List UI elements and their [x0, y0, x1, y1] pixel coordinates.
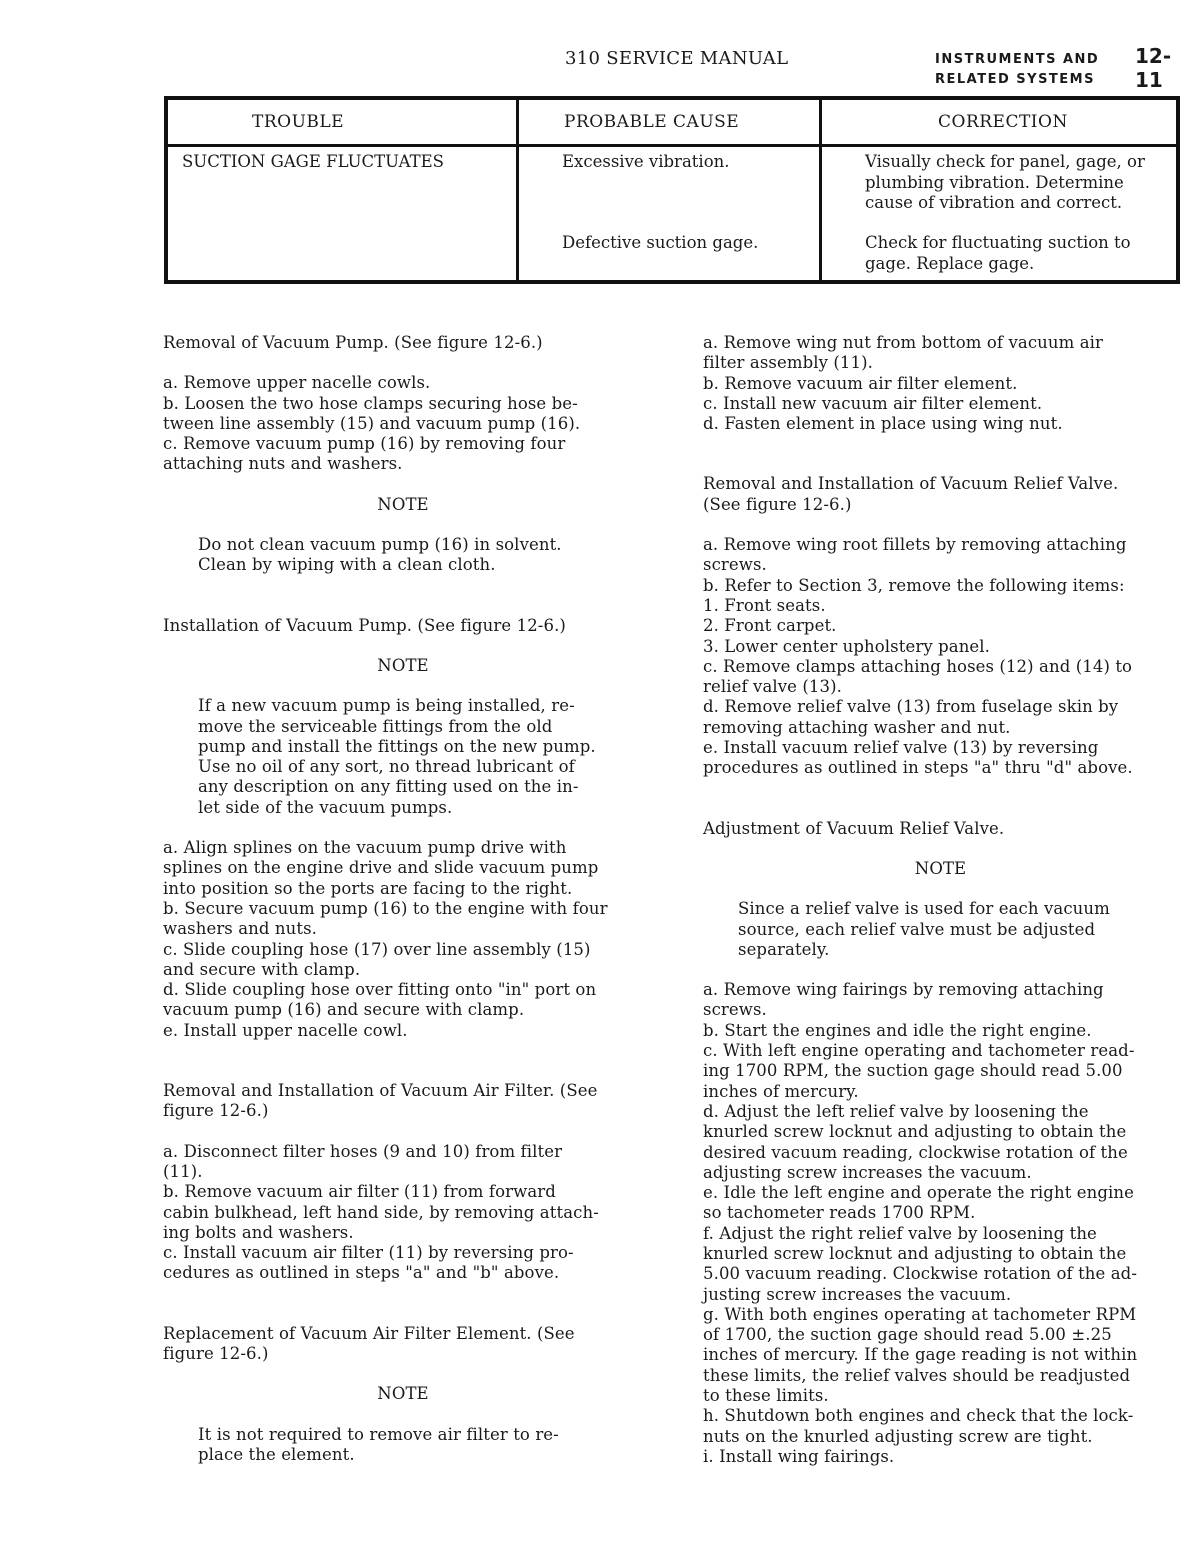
manual-title: 310 SERVICE MANUAL [565, 48, 789, 69]
note-label: NOTE [377, 494, 429, 514]
note-text: If a new vacuum pump is being installed, re- [198, 696, 575, 716]
correction-line: plumbing vibration. Determine [865, 172, 1124, 192]
step-line: c. Install new vacuum air filter element. [703, 393, 1043, 413]
step-line: e. Install vacuum relief valve (13) by reversing [703, 738, 1099, 758]
step-line: filter assembly (11). [703, 353, 873, 373]
note-text: source, each relief valve must be adjusted [738, 919, 1096, 939]
section-heading: Removal and Installation of Vacuum Relief Valve. [703, 474, 1119, 494]
step-line: 5.00 vacuum reading. Clockwise rotation of the ad- [703, 1264, 1138, 1284]
step-line: a. Remove upper nacelle cowls. [163, 373, 431, 393]
step-line: desired vacuum reading, clockwise rotation of the [703, 1142, 1128, 1162]
section-heading: (See figure 12-6.) [703, 494, 852, 514]
step-line: and secure with clamp. [163, 959, 361, 979]
step-line: ing bolts and washers. [163, 1222, 354, 1242]
step-line: adjusting screw increases the vacuum. [703, 1162, 1032, 1182]
step-line: e. Idle the left engine and operate the right engine [703, 1183, 1134, 1203]
step-line: knurled screw locknut and adjusting to obtain the [703, 1122, 1127, 1142]
step-line: relief valve (13). [703, 677, 843, 697]
step-line: vacuum pump (16) and secure with clamp. [163, 1000, 525, 1020]
step-line: screws. [703, 555, 767, 575]
step-line: (11). [163, 1161, 203, 1181]
section-heading: Installation of Vacuum Pump. (See figure 12-6.) [163, 615, 566, 635]
step-line: h. Shutdown both engines and check that the lock- [703, 1406, 1134, 1426]
step-line: b. Remove vacuum air filter (11) from forward [163, 1182, 556, 1202]
note-label: NOTE [377, 1384, 429, 1404]
note-text: It is not required to remove air filter to re- [198, 1424, 559, 1444]
note-text: move the serviceable fittings from the old [198, 716, 553, 736]
step-line: inches of mercury. If the gage reading is not within [703, 1345, 1138, 1365]
note-text: Since a relief valve is used for each vacuum [738, 899, 1110, 919]
step-line: procedures as outlined in steps "a" thru "d" above. [703, 758, 1133, 778]
section-heading: Adjustment of Vacuum Relief Valve. [703, 818, 1005, 838]
note-text: pump and install the fittings on the new pump. [198, 736, 596, 756]
step-line: removing attaching washer and nut. [703, 717, 1011, 737]
header-trouble: TROUBLE [252, 112, 345, 132]
step-line: b. Loosen the two hose clamps securing hose be- [163, 393, 578, 413]
step-line: d. Adjust the left relief valve by loosening the [703, 1101, 1089, 1121]
step-line: to these limits. [703, 1386, 829, 1406]
step-line: d. Remove relief valve (13) from fuselage skin by [703, 697, 1119, 717]
step-line: a. Align splines on the vacuum pump drive with [163, 838, 567, 858]
step-line: c. Install vacuum air filter (11) by reversing pro- [163, 1243, 574, 1263]
step-line: g. With both engines operating at tachometer RPM [703, 1304, 1137, 1324]
step-line: a. Remove wing fairings by removing attaching [703, 980, 1104, 1000]
trouble-table [164, 96, 1180, 284]
step-line: cedures as outlined in steps "a" and "b" above. [163, 1263, 560, 1283]
step-line: so tachometer reads 1700 RPM. [703, 1203, 976, 1223]
section-title [935, 50, 1099, 90]
note-text: place the element. [198, 1444, 355, 1464]
note-text: Clean by wiping with a clean cloth. [198, 555, 496, 575]
left-column [163, 333, 643, 1465]
step-line: a. Remove wing root fillets by removing attaching [703, 535, 1127, 555]
correction-cell [865, 233, 1131, 274]
trouble-cell: SUCTION GAGE FLUCTUATES [182, 152, 444, 171]
note-text: any description on any fitting used on the in- [198, 777, 579, 797]
note-text: let side of the vacuum pumps. [198, 797, 453, 817]
step-line: into position so the ports are facing to the right. [163, 878, 573, 898]
correction-line: Visually check for panel, gage, or [865, 152, 1145, 171]
section-heading: figure 12-6.) [163, 1343, 269, 1363]
step-line: of 1700, the suction gage should read 5.00 ±.25 [703, 1325, 1112, 1345]
step-line: b. Secure vacuum pump (16) to the engine with four [163, 898, 608, 918]
step-line: these limits, the relief valves should be readjusted [703, 1365, 1131, 1385]
header-correction: CORRECTION [938, 112, 1068, 132]
section-heading: Removal and Installation of Vacuum Air Filter. (See [163, 1081, 598, 1101]
step-line: e. Install upper nacelle cowl. [163, 1020, 408, 1040]
step-line: b. Refer to Section 3, remove the following items: [703, 575, 1125, 595]
correction-line: gage. Replace gage. [865, 253, 1035, 273]
correction-line: cause of vibration and correct. [865, 193, 1123, 212]
step-line: a. Remove wing nut from bottom of vacuum air [703, 333, 1104, 352]
step-line: splines on the engine drive and slide vacuum pump [163, 858, 599, 878]
note-text: separately. [738, 939, 830, 959]
step-line: c. With left engine operating and tachometer read- [703, 1041, 1135, 1061]
section-heading: figure 12-6.) [163, 1101, 269, 1121]
step-line: d. Fasten element in place using wing nut. [703, 414, 1063, 434]
step-line: d. Slide coupling hose over fitting onto "in" port on [163, 980, 597, 1000]
section-title-line2: RELATED SYSTEMS [935, 72, 1095, 87]
column-divider [819, 100, 822, 280]
step-line: ing 1700 RPM, the suction gage should read 5.00 [703, 1061, 1123, 1081]
step-line: c. Remove vacuum pump (16) by removing four [163, 434, 566, 454]
cause-cell: Excessive vibration. [562, 152, 730, 171]
step-line: justing screw increases the vacuum. [703, 1284, 1012, 1304]
note-label: NOTE [377, 655, 429, 675]
cause-cell: Defective suction gage. [562, 233, 759, 252]
step-line: cabin bulkhead, left hand side, by removing attach- [163, 1202, 599, 1222]
note-label: NOTE [914, 858, 967, 878]
step-line: tween line assembly (15) and vacuum pump (16). [163, 413, 581, 433]
step-line: washers and nuts. [163, 919, 317, 939]
note-text: Do not clean vacuum pump (16) in solvent. [198, 535, 562, 555]
correction-line: Check for fluctuating suction to [865, 233, 1131, 252]
correction-cell [865, 152, 1185, 214]
step-line: screws. [703, 1000, 767, 1020]
section-heading: Removal of Vacuum Pump. (See figure 12-6.) [163, 333, 543, 352]
step-line: 1. Front seats. [703, 595, 826, 615]
step-line: i. Install wing fairings. [703, 1446, 895, 1466]
step-line: f. Adjust the right relief valve by loosening the [703, 1223, 1097, 1243]
step-line: 2. Front carpet. [703, 616, 837, 636]
step-line: attaching nuts and washers. [163, 454, 403, 474]
section-title-line1: INSTRUMENTS AND [935, 52, 1100, 67]
step-line: nuts on the knurled adjusting screw are tight. [703, 1426, 1093, 1446]
step-line: b. Remove vacuum air filter element. [703, 373, 1018, 393]
step-line: b. Start the engines and idle the right engine. [703, 1020, 1092, 1040]
section-heading: Replacement of Vacuum Air Filter Element. (See [163, 1323, 575, 1343]
page-number: 12- 11 [1135, 44, 1172, 92]
step-line: 3. Lower center upholstery panel. [703, 636, 991, 656]
header-probable-cause: PROBABLE CAUSE [564, 112, 740, 132]
step-line: c. Remove clamps attaching hoses (12) and (14) to [703, 656, 1133, 676]
column-divider [516, 100, 519, 280]
note-text: Use no oil of any sort, no thread lubricant of [198, 757, 575, 777]
step-line: knurled screw locknut and adjusting to obtain the [703, 1243, 1127, 1263]
step-line: inches of mercury. [703, 1081, 859, 1101]
step-line: a. Disconnect filter hoses (9 and 10) from filter [163, 1141, 563, 1161]
right-column [703, 333, 1178, 1467]
step-line: c. Slide coupling hose (17) over line assembly (15) [163, 939, 591, 959]
